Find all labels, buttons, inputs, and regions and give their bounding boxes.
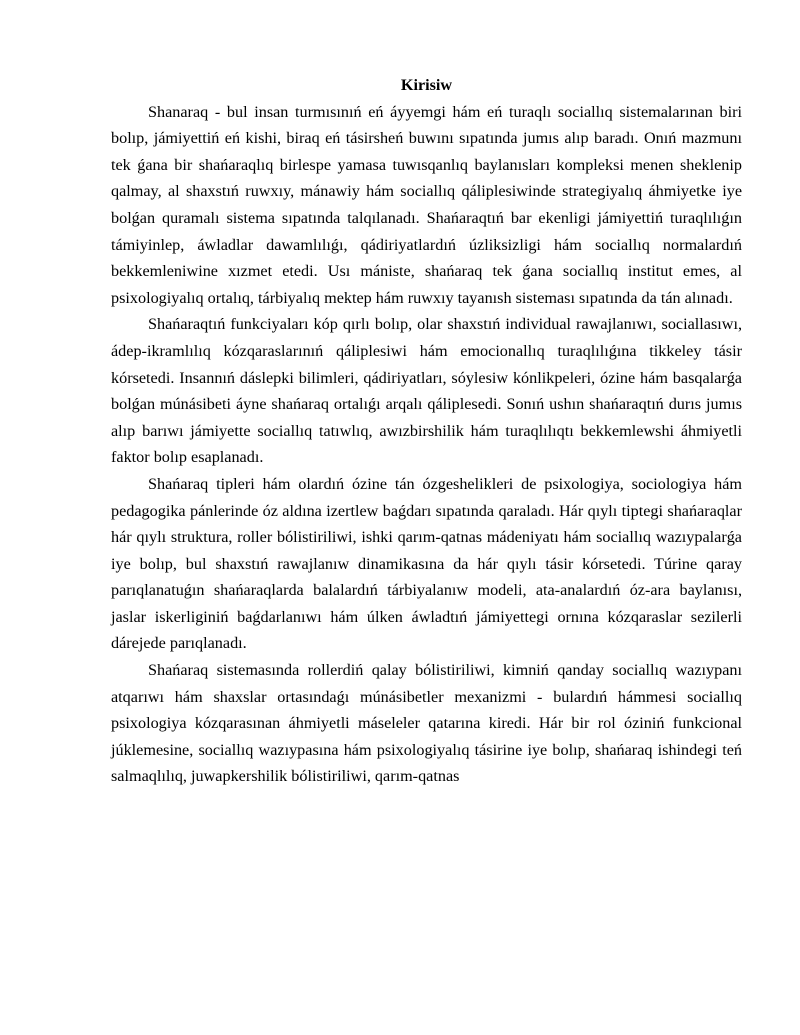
paragraph-2: Shańaraqtıń funkciyaları kóp qırlı bolıp, olar shaxstıń individual rawajlanıwı, sociallasıwı, ádep-ikramlılıq kózqaraslarınıń qáliplesiwi hám emocionallıq turaqlılıǵına tikkeley tásir kórsetedi. Insannıń dáslepki bilimleri, qádiriyatları, sóylesiw kónlikpeleri, ózine hám basqalarǵa bolǵan múnásibeti áyne shańaraq ortalıǵı arqalı qáliplesedi. Sonıń ushın shańaraqtıń durıs jumıs alıp barıwı jámiyette sociallıq tatıwlıq, awızbirshilik hám turaqlılıqtı bekkemlewshi áhmiyetli faktor bolıp esaplanadı. — [111, 315, 742, 467]
document-page — [111, 72, 742, 790]
paragraph-1: Shanaraq - bul insan turmısınıń eń áyyemgi hám eń turaqlı sociallıq sistemalarınan biri bolıp, jámiyettiń eń kishi, biraq eń tásirsheń buwını sıpatında jumıs alıp baradı. Onıń mazmunı tek ǵana bir shańaraqlıq birlespe yamasa tuwısqanlıq baylanısları kompleksi menen sheklenip qalmay, al shaxstıń ruwxıy, mánawiy hám sociallıq qáliplesiwinde strategiyalıq áhmiyetke iye bolǵan quramalı sistema sıpatında talqılanadı. Shańaraqtıń bar ekenligi jámiyettiń turaqlılıǵın támiyinlep, áwladlar dawamlılıǵı, qádiriyatlardıń úzliksizligi hám sociallıq normalardıń bekkemleniwine xızmet etedi. Usı mániste, shańaraq tek ǵana sociallıq institut emes, al psixologiyalıq ortalıq, tárbiyalıq mektep hám ruwxıy tayanısh sisteması sıpatında da tán alınadı. — [111, 102, 742, 307]
paragraph-4: Shańaraq sistemasında rollerdiń qalay bólistiriliwi, kimniń qanday sociallıq wazıypanı atqarıwı hám shaxslar ortasındaǵı múnásibetler mexanizmi - bulardıń hámmesi sociallıq psixologiya kózqarasınan áhmiyetli máseleler qatarına kiredi. Hár bir rol óziniń funkcional júklemesine, sociallıq wazıypasına hám psixologiyalıq tásirine iye bolıp, shańaraq ishindegi teń salmaqlılıq, juwapkershilik bólistiriliwi, qarım-qatnas — [111, 661, 742, 786]
page-title: Kirisiw — [400, 76, 453, 94]
paragraph-3: Shańaraq tipleri hám olardıń ózine tán ózgeshelikleri de psixologiya, sociologiya hám pedagogika pánlerinde óz aldına izertlew baǵdarı sıpatında qaraladı. Hár qıylı tiptegi shańaraqlar hár qıylı struktura, roller bólistiriliwi, ishki qarım-qatnas mádeniyatı hám sociallıq wazıypalarǵa iye bolıp, bul shaxstıń rawajlanıw dinamikasına da hár qıylı tásir kórsetedi. Túrine qaray parıqlanatuǵın shańaraqlarda balalardıń tárbiyalanıw modeli, ata-analardıń óz-ara baylanısı, jaslar iskerliginiń baǵdarlanıwı hám úlken áwladtıń jámiyettegi ornına kózqaraslar sezilerli dárejede parıqlanadı. — [111, 474, 742, 653]
